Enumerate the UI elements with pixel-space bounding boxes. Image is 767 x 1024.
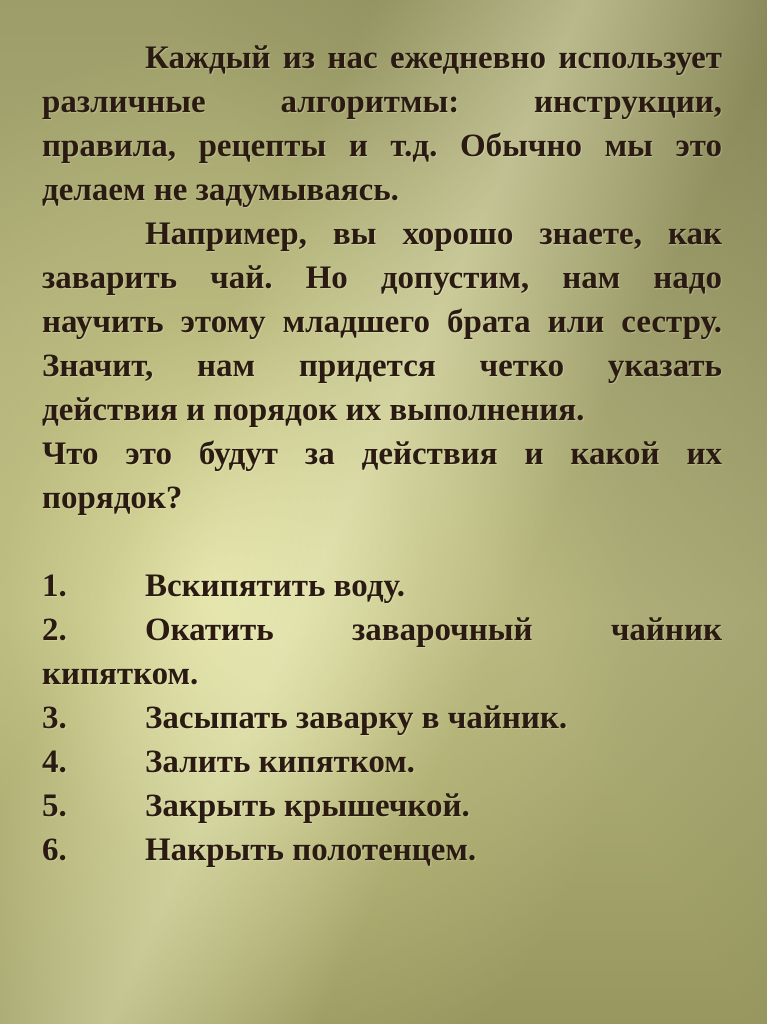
- step-line-1: [42, 608, 722, 652]
- paragraph-example: Например, вы хорошо знаете, как заварить чай. Но допустим, нам надо научить этому младшего брата или сестру. Значит, нам придется четко указать действия и порядок их выполнения.: [42, 216, 722, 428]
- step-number: 4.: [42, 744, 67, 780]
- list-item: [42, 696, 722, 740]
- step-text: Залить кипятком.: [145, 744, 415, 780]
- paragraph-intro: Каждый из нас ежедневно использует различные алгоритмы: инструкции, правила, рецепты и т.д. Обычно мы это делаем не задумываясь.: [42, 40, 722, 208]
- step-text: Накрыть полотенцем.: [145, 832, 477, 868]
- step-number: 6.: [42, 832, 67, 868]
- step-number: 1.: [42, 568, 67, 604]
- spacer: [42, 520, 722, 564]
- step-number: 5.: [42, 788, 67, 824]
- list-item: [42, 828, 722, 872]
- slide-text-body: [42, 36, 722, 872]
- step-text: Засыпать заварку в чайник.: [145, 700, 568, 736]
- list-item: [42, 740, 722, 784]
- step-text: Закрыть крышечкой.: [145, 788, 470, 824]
- list-item: [42, 784, 722, 828]
- step-word: заварочный: [352, 612, 533, 648]
- step-word: чайник: [610, 612, 722, 648]
- step-text: Вскипятить воду.: [145, 568, 405, 604]
- list-item: [42, 608, 722, 696]
- step-line-2: кипятком.: [42, 656, 199, 692]
- step-number: 2.: [42, 612, 67, 648]
- step-number: 3.: [42, 700, 67, 736]
- list-item: [42, 564, 722, 608]
- step-words: [145, 608, 722, 652]
- steps-list: [42, 564, 722, 872]
- paragraph-question: Что это будут за действия и какой их порядок?: [42, 436, 722, 516]
- step-word: Окатить: [145, 612, 274, 648]
